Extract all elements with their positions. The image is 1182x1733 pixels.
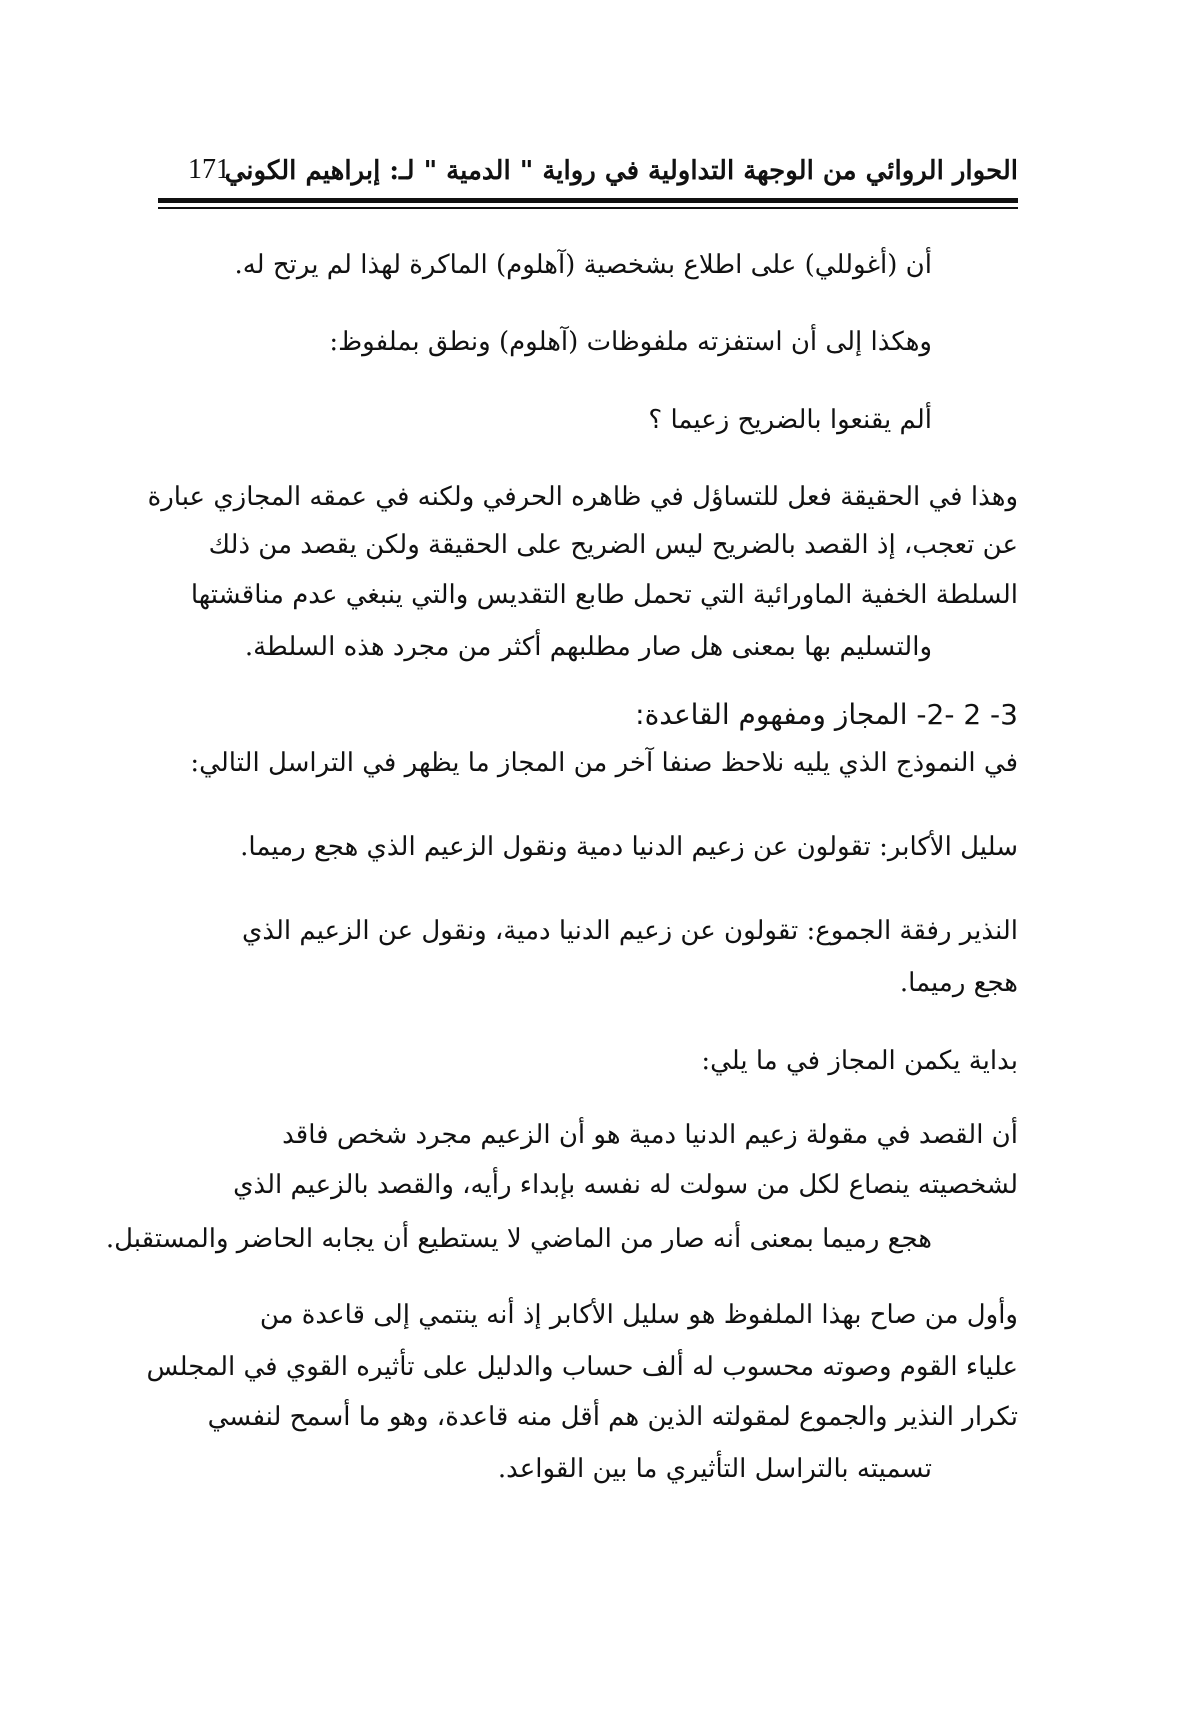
text-line: عن تعجب، إذ القصد بالضريح ليس الضريح على الحقيقة ولكن يقصد من ذلك — [208, 530, 1018, 560]
header-rule-thin — [158, 207, 1018, 209]
text-line: هجع رميما. — [899, 968, 1018, 998]
header-rule-thick — [158, 198, 1018, 203]
text-line: وهذا في الحقيقة فعل للتساؤل في ظاهره الحرفي ولكنه في عمقه المجازي عبارة — [147, 482, 1018, 512]
running-title: الحوار الروائي من الوجهة التداولية في رواية " الدمية " لـ: إبراهيم الكوني — [224, 156, 1018, 186]
text-line: سليل الأكابر: تقولون عن زعيم الدنيا دمية ونقول الزعيم الذي هجع رميما. — [240, 832, 1018, 862]
page-header — [158, 150, 1018, 190]
text-line: السلطة الخفية الماورائية التي تحمل طابع التقديس والتي ينبغي عدم مناقشتها — [190, 580, 1018, 610]
text-line: وهكذا إلى أن استفزته ملفوظات (آهلوم) ونطق بملفوظ: — [329, 327, 932, 357]
text-line: أن القصد في مقولة زعيم الدنيا دمية هو أن الزعيم مجرد شخص فاقد — [282, 1120, 1018, 1150]
text-line: وأول من صاح بهذا الملفوظ هو سليل الأكابر إذ أنه ينتمي إلى قاعدة من — [259, 1300, 1018, 1330]
text-line: أن (أغوللي) على اطلاع بشخصية (آهلوم) الماكرة لهذا لم يرتح له. — [234, 250, 932, 280]
text-line: النذير رفقة الجموع: تقولون عن زعيم الدنيا دمية، ونقول عن الزعيم الذي — [241, 916, 1018, 946]
text-line: تسميته بالتراسل التأثيري ما بين القواعد. — [497, 1454, 932, 1484]
section-heading: 3- 2 -2- المجاز ومفهوم القاعدة: — [635, 698, 1018, 731]
text-line: لشخصيته ينصاع لكل من سولت له نفسه بإبداء رأيه، والقصد بالزعيم الذي — [233, 1170, 1018, 1200]
text-line: بداية يكمن المجاز في ما يلي: — [701, 1046, 1018, 1076]
text-line: علياء القوم وصوته محسوب له ألف حساب والدليل على تأثيره القوي في المجلس — [146, 1352, 1018, 1382]
page-number: 171 — [188, 154, 230, 185]
text-line: ألم يقنعوا بالضريح زعيما ؟ — [648, 405, 932, 435]
text-line: في النموذج الذي يليه نلاحظ صنفا آخر من المجاز ما يظهر في التراسل التالي: — [190, 748, 1018, 778]
text-line: والتسليم بها بمعنى هل صار مطلبهم أكثر من مجرد هذه السلطة. — [244, 632, 932, 662]
text-line: تكرار النذير والجموع لمقولته الذين هم أقل منه قاعدة، وهو ما أسمح لنفسي — [207, 1402, 1018, 1432]
text-line: هجع رميما بمعنى أنه صار من الماضي لا يستطيع أن يجابه الحاضر والمستقبل. — [105, 1224, 932, 1254]
